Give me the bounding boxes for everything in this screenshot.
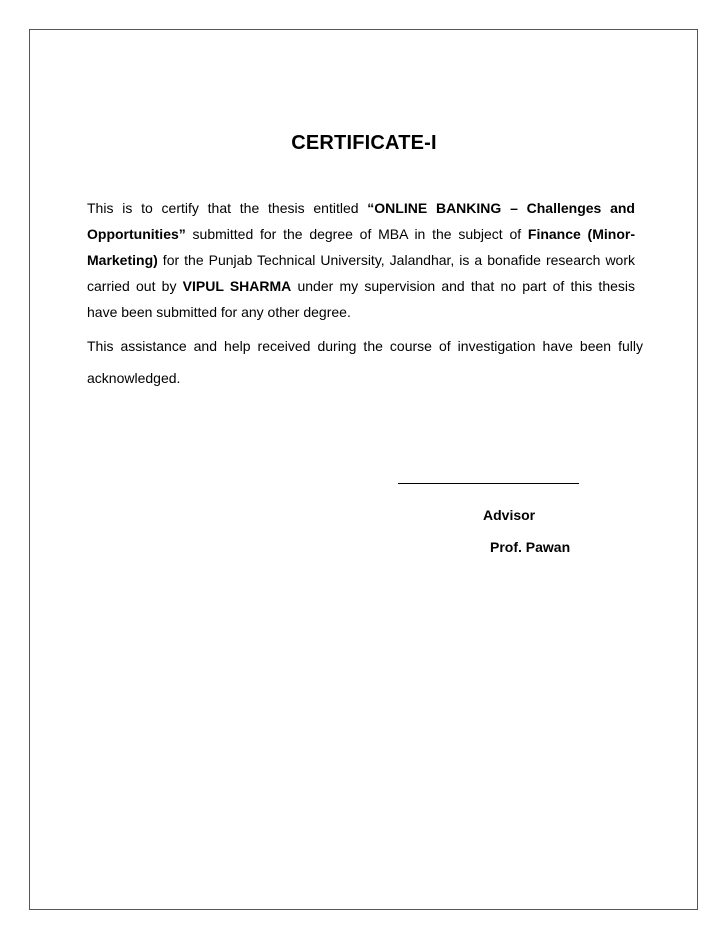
advisor-label: Advisor [483, 507, 536, 523]
subject-name: Finance (Minor-Marketing) [87, 226, 635, 268]
paragraph-mid-1: submitted for the degree of MBA in the subject of [185, 226, 528, 242]
paragraph-mid-2: for the Punjab Technical University, Jalandhar, is a bonafide research work carried out by [87, 252, 635, 294]
paragraph-end: under my supervision and that no part of this thesis have been submitted for any other degree. [87, 278, 636, 320]
page-border [29, 29, 698, 910]
certificate-title: CERTIFICATE-I [291, 132, 437, 154]
certification-paragraph [87, 195, 635, 325]
student-name: VIPUL SHARMA [182, 278, 292, 294]
advisor-name: Prof. Pawan [490, 539, 571, 555]
paragraph-intro: This is to certify that the thesis entitled [87, 200, 368, 216]
thesis-title: “ONLINE BANKING – Challenges and Opportunities” [87, 200, 635, 242]
acknowledgement-paragraph: This assistance and help received during the course of investigation have been fully acknowledged. [87, 338, 643, 386]
signature-line [398, 483, 579, 484]
